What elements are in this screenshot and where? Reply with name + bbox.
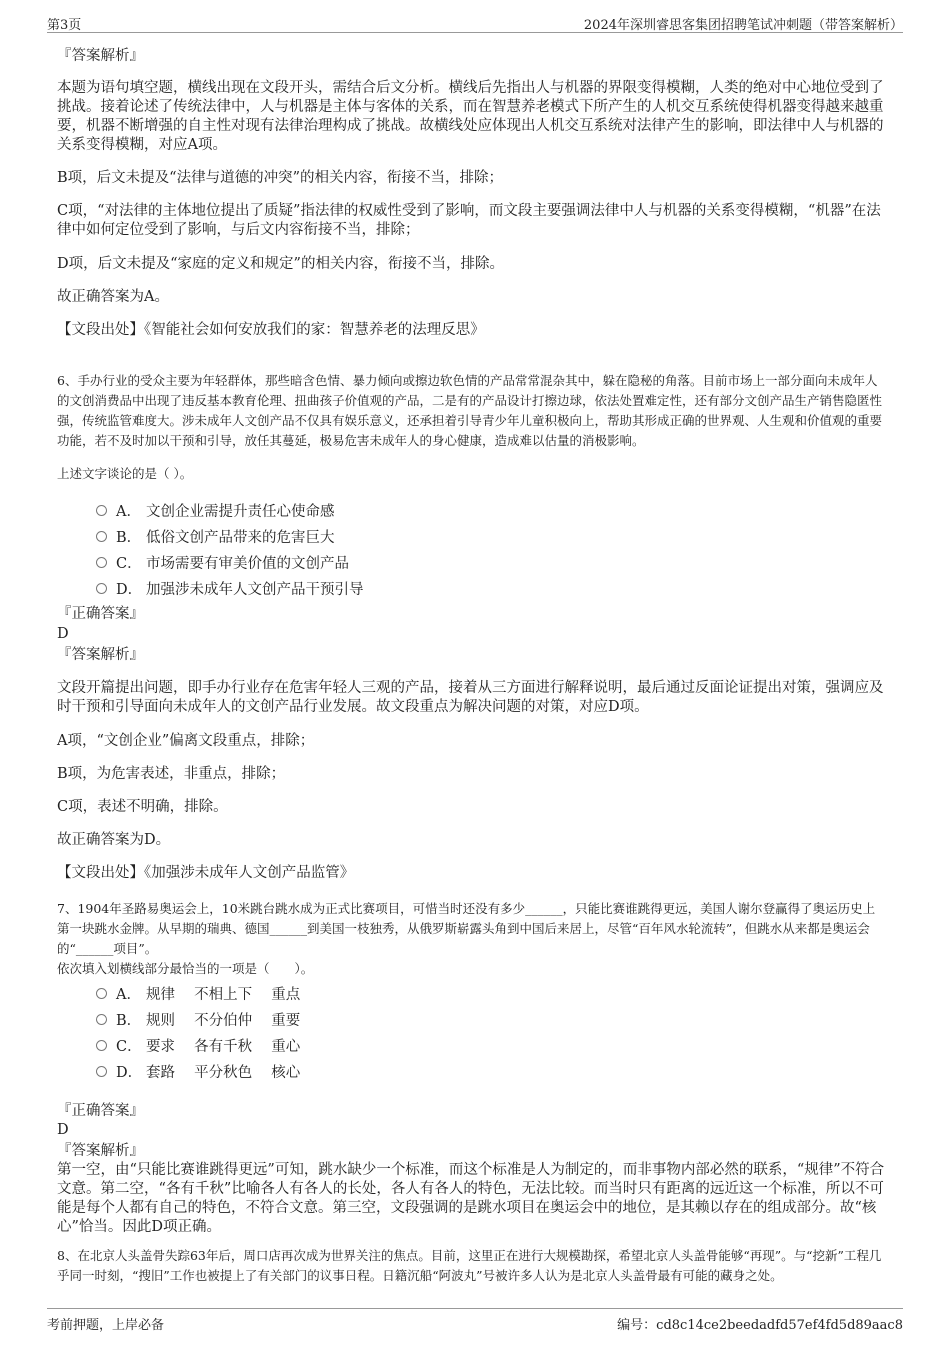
q6-analysis-p1: 文段开篇提出问题，即手办行业存在危害年轻人三观的产品，接着从三方面进行解释说明，最后通过反面论证提出对策，强调应及时干预和引导面向未成年人的文创产品行业发展。故文段重点为解决问题的对策，对应D项。: [57, 680, 884, 715]
q6-option-b[interactable]: B． 低俗文创产品带来的危害巨大: [96, 526, 335, 546]
q6-option-d[interactable]: D． 加强涉未成年人文创产品干预引导: [96, 578, 364, 598]
q6-option-a[interactable]: A． 文创企业需提升责任心使命感: [96, 500, 335, 520]
radio-icon[interactable]: [96, 557, 107, 568]
doc-title: 2024年深圳睿思客集团招聘笔试冲刺题（带答案解析）: [583, 18, 903, 33]
q6-analysis-p3: B项，为危害表述，非重点，排除；: [57, 766, 286, 782]
q6-stem: 6、手办行业的受众主要为年轻群体，那些暗含色情、暴力倾向或擦边软色情的产品常常混杂其中，躲在隐秘的角落。目前市场上一部分面向未成年人的文创消费品中出现了违反基本教育伦理、扭曲孩子价值观的产品，二是有的产品设计打擦边球，依法处置难定性，还有部分文创产品生产销售隐匿性强，传统监管难度大。涉未成年人文创产品不仅具有娱乐意义，还承担着引导青少年儿童积极向上，帮助其形成正确的世界观、人生观和价值观的重要功能，若不及时加以干预和引导，放任其蔓延，极易危害未成年人的身心健康，造成难以估量的消极影响。: [57, 373, 883, 448]
q6-analysis-p4: C项，表述不明确，排除。: [57, 799, 228, 815]
q7-analysis-label: 『答案解析』: [57, 1143, 144, 1159]
doc-id: 编号：cd8c14ce2beedadfd57ef4fd5d89aac8: [617, 1318, 903, 1333]
q7-option-b[interactable]: B． 规则 不分伯仲 重要: [96, 1009, 300, 1029]
q5-analysis-p1: 本题为语句填空题，横线出现在文段开头，需结合后文分析。横线后先指出人与机器的界限变得模糊，人类的绝对中心地位受到了挑战。接着论述了传统法律中，人与机器是主体与客体的关系，而在智慧养老模式下所产生的人机交互系统使得机器变得越来越重要，机器不断增强的自主性对现有法律治理构成了挑战。故横线处应体现出人机交互系统对法律产生的影响，即法律中人与机器的关系变得模糊，对应A项。: [57, 80, 884, 153]
radio-icon[interactable]: [96, 505, 107, 516]
q6-question: 上述文字谈论的是（ ）。: [57, 466, 193, 481]
q5-analysis-p5: 故正确答案为A。: [57, 289, 169, 305]
radio-icon[interactable]: [96, 988, 107, 999]
radio-icon[interactable]: [96, 531, 107, 542]
q7-answer: D: [57, 1122, 69, 1138]
page-header: [47, 12, 903, 33]
footer-slogan: 考前押题，上岸必备: [47, 1318, 165, 1333]
q7-option-c[interactable]: C． 要求 各有千秋 重心: [96, 1035, 300, 1055]
q6-analysis-p2: A项，“文创企业”偏离文段重点，排除；: [57, 733, 315, 749]
page-footer: [47, 1308, 903, 1333]
q6-answer: D: [57, 626, 69, 642]
radio-icon[interactable]: [96, 1040, 107, 1051]
q5-source: 【文段出处】《智能社会如何安放我们的家：智慧养老的法理反思》: [57, 322, 485, 338]
q6-source: 【文段出处】《加强涉未成年人文创产品监管》: [57, 865, 355, 881]
q7-option-a[interactable]: A． 规律 不相上下 重点: [96, 983, 300, 1003]
q8-stem: 8、在北京人头盖骨失踪63年后，周口店再次成为世界关注的焦点。目前，这里正在进行大规模勘探，希望北京人头盖骨能够“再现”。与“挖新”工程几乎同一时刻，“搜旧”工作也被提上了有关部门的议事日程。日籍沉船“阿波丸”号被许多人认为是北京人头盖骨最有可能的藏身之处。: [57, 1248, 882, 1283]
q6-answer-label: 『正确答案』: [57, 606, 144, 622]
q5-analysis-p4: D项，后文未提及“家庭的定义和规定”的相关内容，衔接不当，排除。: [57, 256, 504, 272]
q7-question: 依次填入划横线部分最恰当的一项是（ ）。: [57, 961, 314, 976]
q5-analysis-label: 『答案解析』: [57, 48, 144, 64]
radio-icon[interactable]: [96, 1066, 107, 1077]
q7-answer-label: 『正确答案』: [57, 1103, 144, 1119]
q7-stem: 7、1904年圣路易奥运会上，10米跳台跳水成为正式比赛项目，可惜当时还没有多少______，只能比赛谁跳得更远，美国人谢尔登赢得了奥运历史上第一块跳水金牌。从早期的瑞典、德国______到美国一枝独秀，从俄罗斯崭露头角到中国后来居上，尽管“百年风水轮流转”，但跳水从来都是奥运会的“______项目”。: [57, 901, 876, 956]
q7-analysis-p1: 第一空，由“只能比赛谁跳得更远”可知，跳水缺少一个标准，而这个标准是人为制定的，而非事物内部必然的联系，“规律”不符合文意。第二空，“各有千秋”比喻各人有各人的长处，各人有各人的特色，无法比较。而当时只有距离的远近这一个标准，所以不可能是每个人都有自己的特色，不符合文意。第三空，文段强调的是跳水项目在奥运会中的地位，是其赖以存在的组成部分。故“核心”恰当。因此D项正确。: [57, 1162, 885, 1235]
radio-icon[interactable]: [96, 1014, 107, 1025]
q6-analysis-label: 『答案解析』: [57, 647, 144, 663]
radio-icon[interactable]: [96, 583, 107, 594]
q5-analysis-p3: C项，“对法律的主体地位提出了质疑”指法律的权威性受到了影响，而文段主要强调法律中人与机器的关系变得模糊，“机器”在法律中如何定位受到了影响，与后文内容衔接不当，排除；: [57, 203, 881, 238]
q7-option-d[interactable]: D． 套路 平分秋色 核心: [96, 1061, 300, 1081]
q6-analysis-p5: 故正确答案为D。: [57, 832, 171, 848]
q5-analysis-p2: B项，后文未提及“法律与道德的冲突”的相关内容，衔接不当，排除；: [57, 170, 503, 186]
page-number: 第3页: [47, 18, 82, 33]
q6-option-c[interactable]: C． 市场需要有审美价值的文创产品: [96, 552, 349, 572]
